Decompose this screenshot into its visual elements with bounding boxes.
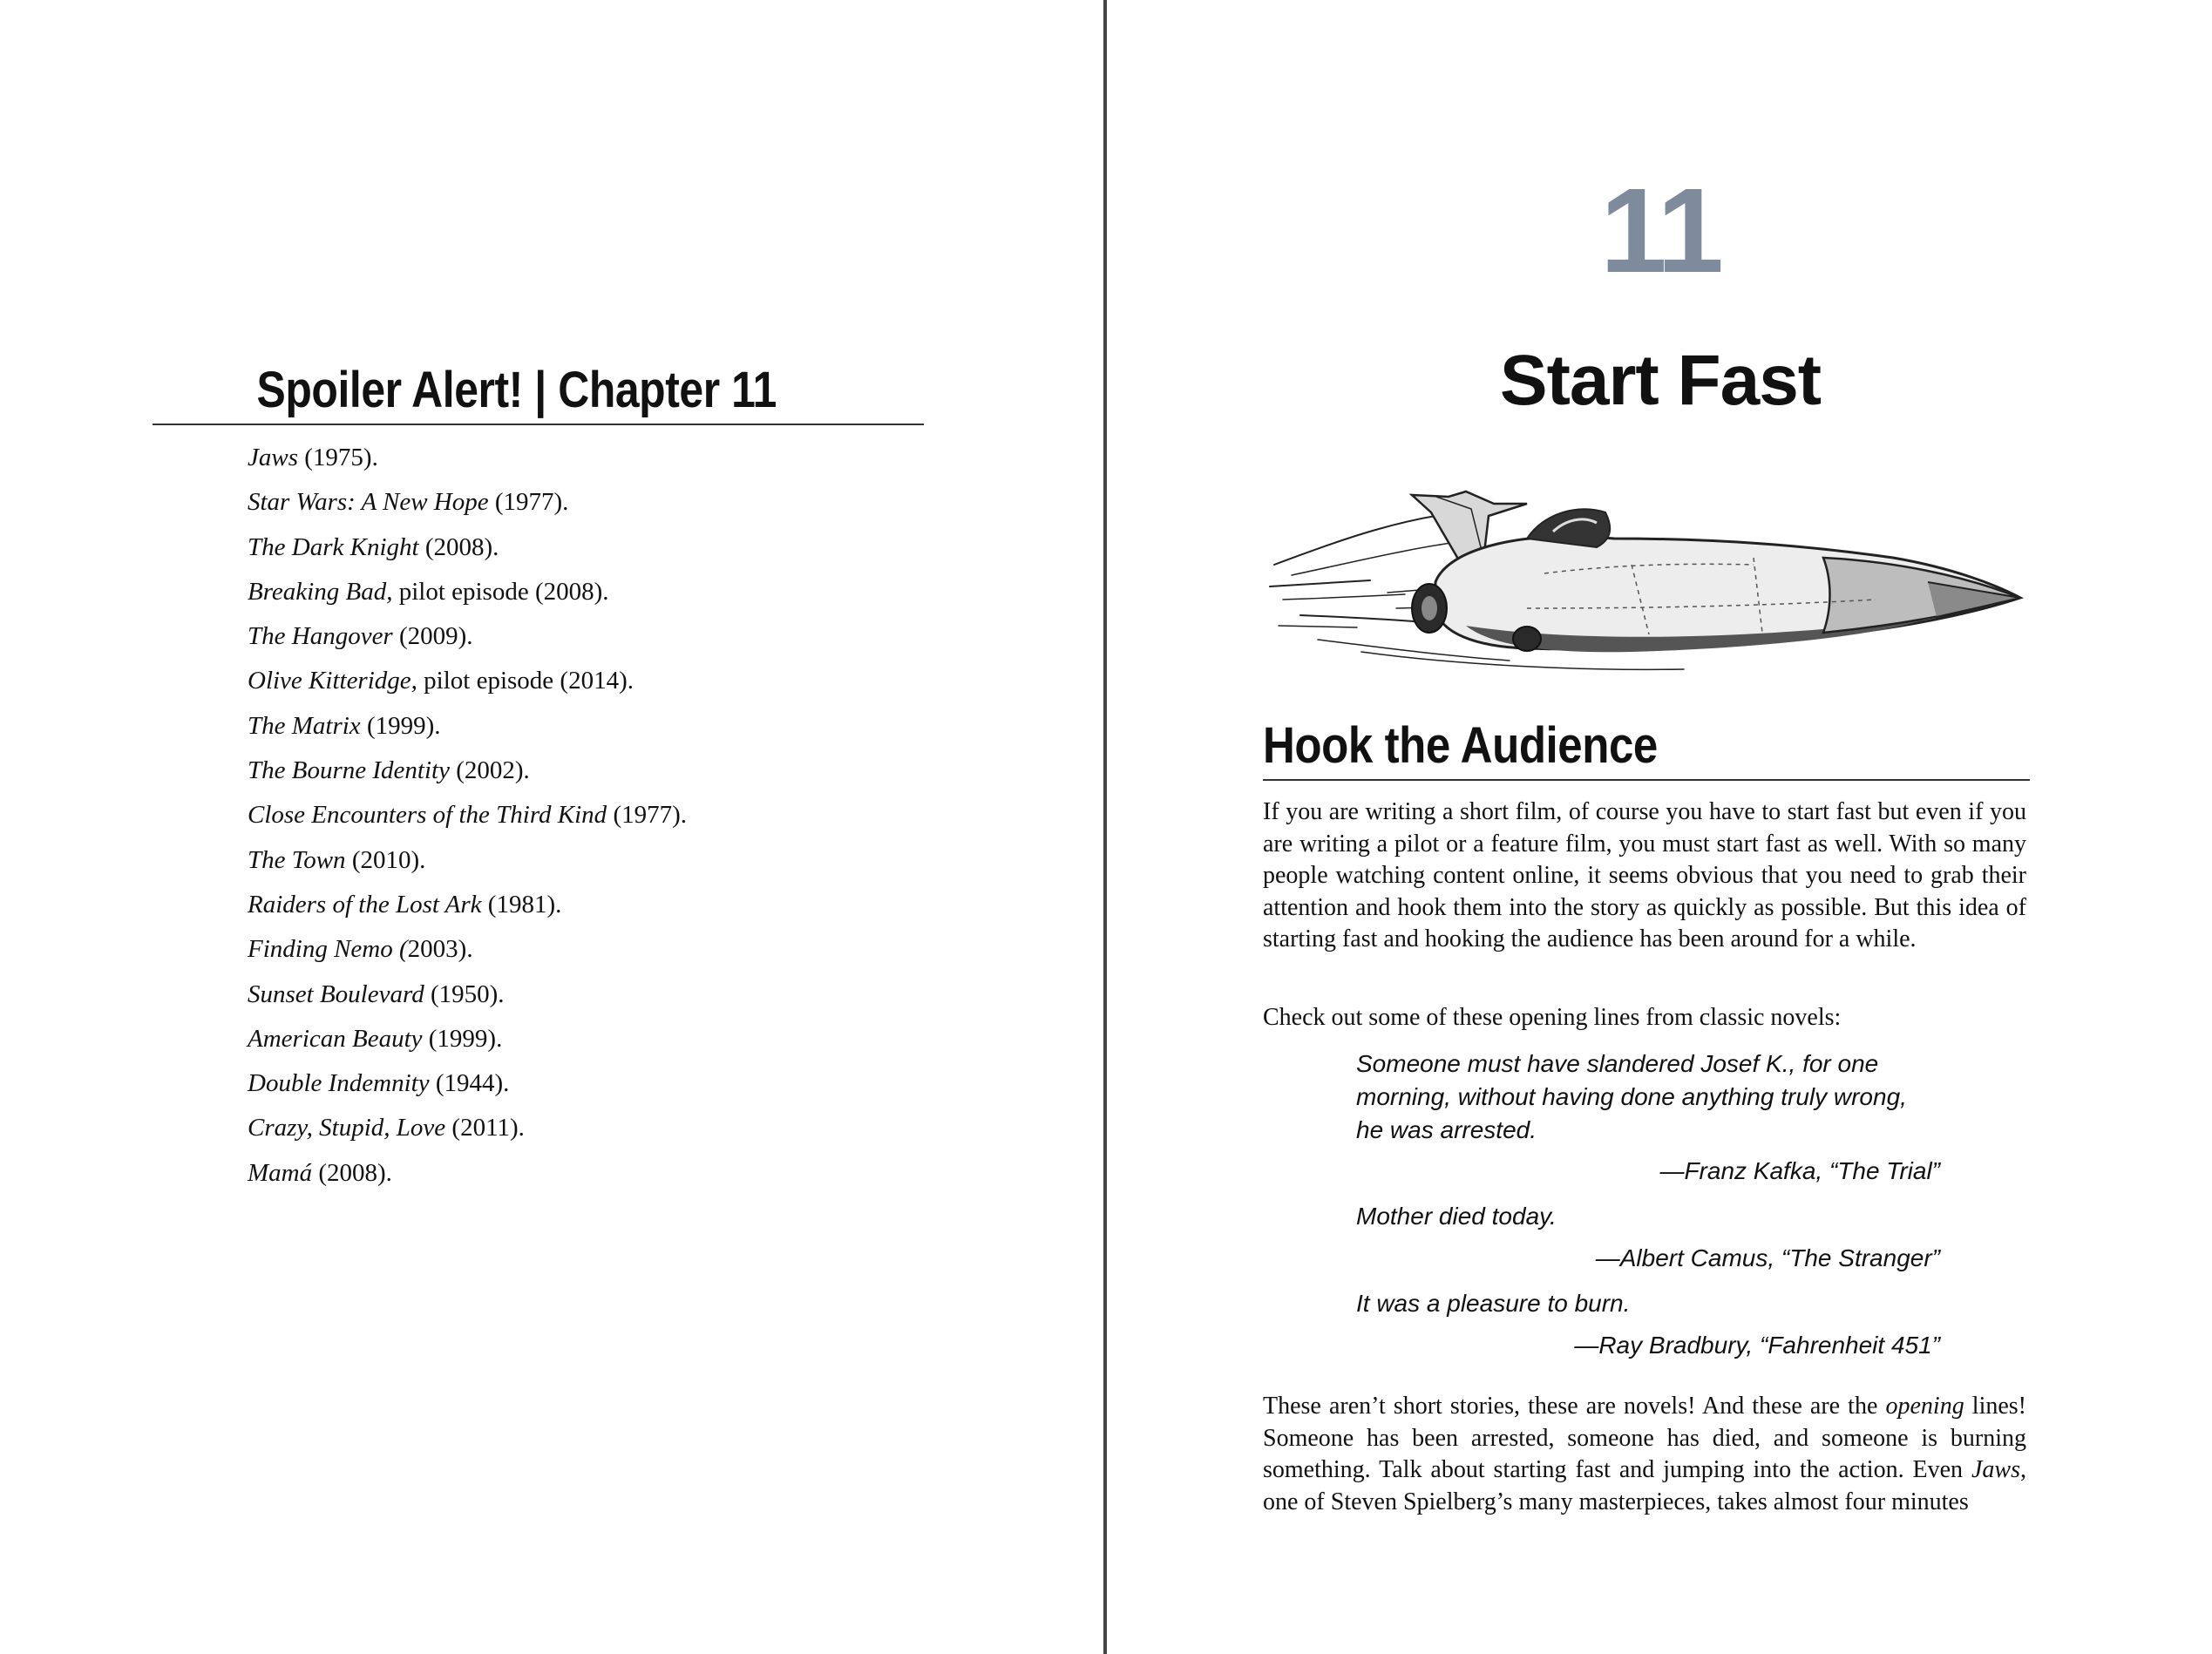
list-item: Jaws (1975). bbox=[248, 444, 378, 471]
quote-text: It was a pleasure to burn. bbox=[1356, 1290, 1631, 1317]
section-heading: Hook the Audience bbox=[1263, 717, 1658, 774]
list-item: American Beauty (1999). bbox=[248, 1024, 503, 1053]
list-item: Double Indemnity (1944). bbox=[248, 1069, 510, 1098]
quote-block bbox=[1356, 1200, 1940, 1275]
list-item: Olive Kitteridge, pilot episode (2014). bbox=[248, 667, 634, 695]
chapter-number: 11 bbox=[1600, 164, 1720, 298]
list-item: Sunset Boulevard (1950). bbox=[248, 980, 505, 1008]
quote-attribution: —Franz Kafka, “The Trial” bbox=[1659, 1157, 1940, 1184]
list-item: The Bourne Identity (2002). bbox=[248, 756, 530, 785]
paragraph-intro: If you are writing a short film, of course you have to start fast but even if you are writing a pilot or a feature film, you must start fast as well. With so many people watching content online, it seems obvious that you need to grab their attention and hook them into the story as quickly as possible. But this idea of starting fast and hooking the audience has been around for a while. bbox=[1263, 798, 2026, 952]
paragraph-lead-in: Check out some of these opening lines from classic novels: bbox=[1263, 1004, 1842, 1031]
book-spine-divider bbox=[1103, 0, 1107, 1654]
spoiler-heading: Spoiler Alert! | Chapter 11 bbox=[256, 362, 777, 418]
quote-attribution: —Albert Camus, “The Stranger” bbox=[1595, 1244, 1940, 1271]
list-item: Breaking Bad, pilot episode (2008). bbox=[248, 577, 609, 606]
list-item: The Hangover (2009). bbox=[248, 622, 473, 651]
list-item: Star Wars: A New Hope (1977). bbox=[248, 488, 569, 517]
list-item: Crazy, Stupid, Love (2011). bbox=[248, 1114, 525, 1142]
quote-block bbox=[1356, 1047, 1940, 1188]
left-page bbox=[0, 0, 1103, 1654]
list-item: Raiders of the Lost Ark (1981). bbox=[248, 890, 562, 919]
quote-attribution: —Ray Bradbury, “Fahrenheit 451” bbox=[1574, 1332, 1940, 1359]
chapter-title: Start Fast bbox=[1499, 341, 1822, 420]
rocket-car-illustration bbox=[1265, 478, 2032, 687]
spoiler-heading-bar bbox=[153, 357, 924, 425]
film-list bbox=[248, 436, 687, 1196]
list-item: The Dark Knight (2008). bbox=[248, 532, 499, 561]
quote-text: Mother died today. bbox=[1356, 1203, 1557, 1230]
list-item: Finding Nemo (2003). bbox=[248, 935, 473, 964]
list-item: The Matrix (1999). bbox=[248, 711, 441, 740]
list-item: Mamá (2008). bbox=[248, 1158, 392, 1187]
quote-text: Someone must have slandered Josef K., for one morning, without having done anything truly wrong, he was arrested. bbox=[1356, 1050, 1907, 1143]
section-heading-bar bbox=[1263, 713, 2030, 781]
paragraph-discussion: These aren’t short stories, these are novels! And these are the opening lines! Someone has been arrested, someone has died, and someone is burning something. Talk about starting fast and jumping into the action. Even Jaws, one of Steven Spielberg’s many masterpieces, takes almost four minutes bbox=[1263, 1393, 2027, 1515]
right-page bbox=[1109, 0, 2212, 1654]
quote-list bbox=[1356, 1047, 1940, 1374]
list-item: The Town (2010). bbox=[248, 845, 426, 874]
list-item: Close Encounters of the Third Kind (1977). bbox=[248, 801, 688, 830]
quote-block bbox=[1356, 1287, 1940, 1362]
